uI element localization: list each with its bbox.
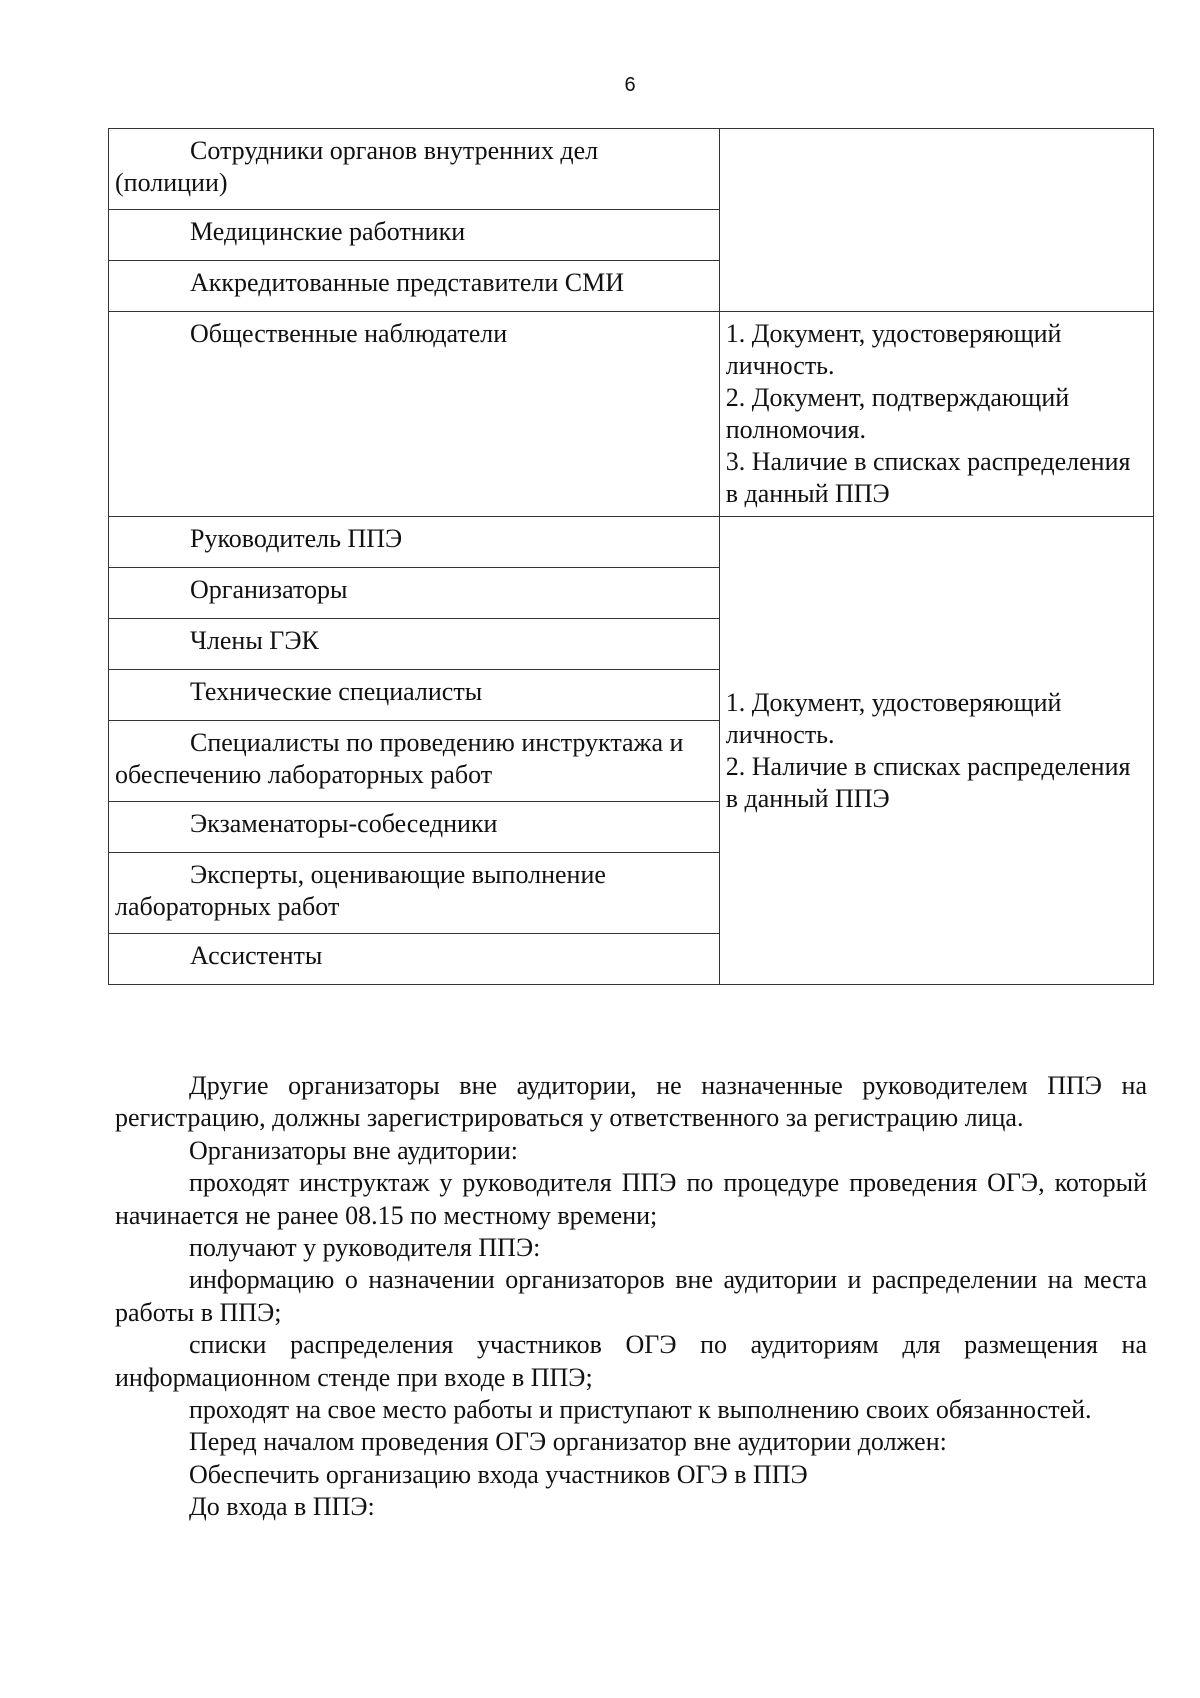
table-cell-requirements xyxy=(719,312,1153,517)
paragraph: До входа в ППЭ: xyxy=(189,1492,375,1522)
table-cell-category: Общественные наблюдатели xyxy=(109,312,720,517)
table-cell-category: Сотрудники органов внутренних дел (полиции) xyxy=(109,129,720,210)
table-cell-category: Медицинские работники xyxy=(109,210,720,261)
table-cell-category: Организаторы xyxy=(109,568,720,619)
table-cell-requirements-empty xyxy=(719,129,1153,312)
paragraph: проходят инструктаж у руководителя ППЭ по процедуре проведения ОГЭ, который начинается не ранее 08.15 по местному времени; xyxy=(115,1168,1147,1230)
requirement-item: 2. Документ, подтверждающий полномочия. xyxy=(725,383,1070,444)
paragraph: Перед началом проведения ОГЭ организатор вне аудитории должен: xyxy=(189,1427,947,1457)
paragraph: получают у руководителя ППЭ: xyxy=(189,1233,541,1263)
paragraph: Организаторы вне аудитории: xyxy=(189,1135,518,1165)
table-row xyxy=(109,129,1154,210)
table-row xyxy=(109,517,1154,568)
table-cell-category: Эксперты, оценивающие выполнение лабораторных работ xyxy=(109,853,720,934)
paragraph: Обеспечить организацию входа участников ОГЭ в ППЭ xyxy=(189,1459,808,1489)
table-cell-category: Аккредитованные представители СМИ xyxy=(109,261,720,312)
requirement-item: 2. Наличие в списках распределения в данный ППЭ xyxy=(725,751,1131,813)
paragraph: Другие организаторы вне аудитории, не назначенные руководителем ППЭ на регистрацию, должны зарегистрироваться у ответственного за регистрацию лица. xyxy=(115,1071,1147,1133)
table-cell-category: Технические специалисты xyxy=(109,670,720,721)
table-cell-category: Ассистенты xyxy=(109,934,720,985)
access-table xyxy=(108,128,1154,985)
paragraph: информацию о назначении организаторов вне аудитории и распределении на места работы в ППЭ; xyxy=(115,1265,1147,1327)
paragraph: проходят на свое место работы и приступают к выполнению своих обязанностей. xyxy=(189,1395,1092,1425)
requirement-item: 1. Документ, удостоверяющий личность. xyxy=(725,687,1062,749)
table-row xyxy=(109,312,1154,517)
table-cell-category: Члены ГЭК xyxy=(109,619,720,670)
page-number: 6 xyxy=(624,74,636,96)
body-text xyxy=(115,1070,1147,1524)
requirement-item: 3. Наличие в списках распределения в данный ППЭ xyxy=(725,447,1131,508)
table-cell-category: Экзаменаторы-собеседники xyxy=(109,802,720,853)
table-cell-category: Руководитель ППЭ xyxy=(109,517,720,568)
requirement-item: 1. Документ, удостоверяющий личность. xyxy=(725,319,1062,380)
table-cell-category: Специалисты по проведению инструктажа и обеспечению лабораторных работ xyxy=(109,721,720,802)
paragraph: списки распределения участников ОГЭ по аудиториям для размещения на информационном стенде при входе в ППЭ; xyxy=(115,1330,1147,1392)
table-cell-requirements xyxy=(719,517,1153,985)
